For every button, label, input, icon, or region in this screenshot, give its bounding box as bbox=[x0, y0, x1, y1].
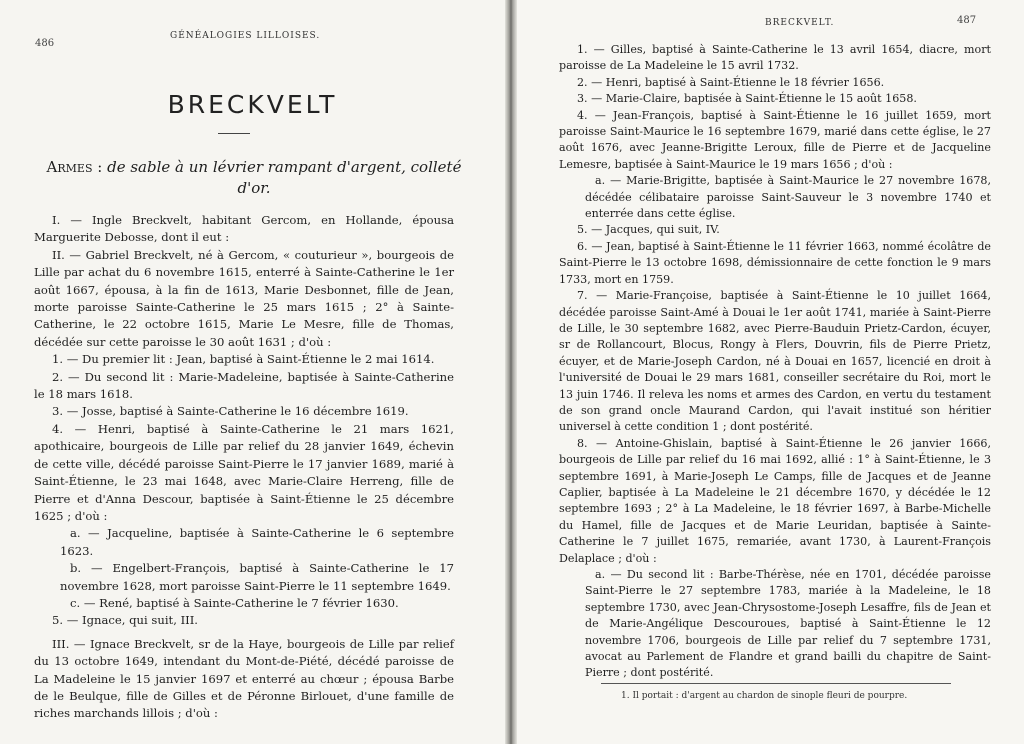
armes-label: Armes : bbox=[46, 158, 103, 176]
paragraph: 3. — Josse, baptisé à Sainte-Catherine le 16 décembre 1619. bbox=[52, 404, 409, 419]
paragraph: 8. — Antoine-Ghislain, baptisé à Saint-Étienne le 26 janvier 1666, bourgeois de Lille par relief du 16 mai 1692, allié : 1° à Saint-Étienne, le 3 septembre 1691, à Marie-Joseph Le Camps, fille de Jacques et de Jeanne Caplier, baptisée à La Madeleine le 21 décembre 1670, y décédée le 12 septembre 1693 ; 2° à La Madeleine, le 18 février 1697, à Barbe-Michelle du Hamel, fille de Jacques et de Marie Leuridan, baptisée à Sainte-Catherine le 7 juillet 1675, remariée, avant 1730, à Laurent-François Delaplace ; d'où : bbox=[559, 436, 991, 565]
paragraph: 1. — Gilles, baptisé à Sainte-Catherine le 13 avril 1654, diacre, mort paroisse de La Madeleine le 15 avril 1732. bbox=[559, 43, 991, 73]
left-body-text bbox=[34, 212, 454, 723]
right-body-text bbox=[559, 42, 991, 682]
running-head-left: GÉNÉALOGIES LILLOISES. bbox=[170, 31, 321, 41]
left-page bbox=[0, 0, 505, 744]
title-rule bbox=[218, 133, 250, 134]
paragraph: 4. — Jean-François, baptisé à Saint-Étienne le 16 juillet 1659, mort paroisse Saint-Maurice le 16 septembre 1679, marié dans cette église, le 27 août 1676, avec Jeanne-Brigitte Leroux, fille de Pierre et de Jacqueline Lemesre, baptisée à Saint-Maurice le 19 mars 1656 ; d'où : bbox=[559, 108, 991, 171]
footnote-rule bbox=[601, 683, 951, 684]
sub-paragraph: a. — Marie-Brigitte, baptisée à Saint-Maurice le 27 novembre 1678, décédée célibataire paroisse Saint-Sauveur le 3 novembre 1740 et enterrée dans cette église. bbox=[585, 174, 991, 221]
page-number-right: 487 bbox=[957, 15, 977, 26]
paragraph: II. — Gabriel Breckvelt, né à Gercom, « couturieur », bourgeois de Lille par achat du 6 novembre 1615, enterré à Sainte-Catherine le 1er août 1667, épousa, à la fin de 1613, Marie Desbonnet, fille de Jean, morte paroisse Sainte-Catherine le 25 mars 1615 ; 2° à Sainte-Catherine, le 22 octobre 1615, Marie Le Mesre, fille de Thomas, décédée sur cette paroisse le 30 août 1631 ; d'où : bbox=[34, 247, 454, 349]
page-number-left: 486 bbox=[35, 38, 55, 49]
sub-paragraph: a. — Jacqueline, baptisée à Sainte-Catherine le 6 septembre 1623. bbox=[60, 526, 454, 558]
sub-paragraph: b. — Engelbert-François, baptisé à Sainte-Catherine le 17 novembre 1628, mort paroisse Saint-Pierre le 11 septembre 1649. bbox=[60, 561, 454, 593]
paragraph: 2. — Henri, baptisé à Saint-Étienne le 18 février 1656. bbox=[577, 75, 885, 89]
paragraph: 4. — Henri, baptisé à Sainte-Catherine le 21 mars 1621, apothicaire, bourgeois de Lille par relief du 28 janvier 1649, échevin de cette ville, décédé paroisse Saint-Pierre le 17 janvier 1689, marié à Saint-Étienne, le 23 mai 1648, avec Marie-Claire Herreng, fille de Pierre et d'Anna Descour, baptisée à Saint-Étienne le 25 décembre 1625 ; d'où : bbox=[34, 421, 454, 523]
footnote: 1. Il portait : d'argent au chardon de sinople fleuri de pourpre. bbox=[621, 691, 908, 701]
paragraph: III. — Ignace Breckvelt, sr de la Haye, bourgeois de Lille par relief du 13 octobre 1649, intendant du Mont-de-Piété, décédé paroisse de La Madeleine le 15 janvier 1697 et enterré au chœur ; épousa Barbe de le Beulque, fille de Gilles et de Péronne Birlouet, d'une famille de riches marchands lillois ; d'où : bbox=[34, 636, 454, 721]
running-head-right: BRECKVELT. bbox=[765, 18, 835, 28]
paragraph: I. — Ingle Breckvelt, habitant Gercom, en Hollande, épousa Marguerite Debosse, dont il eut : bbox=[34, 213, 454, 245]
coat-of-arms bbox=[44, 157, 464, 199]
book-gutter bbox=[505, 0, 517, 744]
paragraph: 2. — Du second lit : Marie-Madeleine, baptisée à Sainte-Catherine le 18 mars 1618. bbox=[34, 369, 454, 402]
paragraph: 6. — Jean, baptisé à Saint-Étienne le 11 février 1663, nommé écolâtre de Saint-Pierre le 13 octobre 1698, démissionnaire de cette fonction le 9 mars 1733, mort en 1759. bbox=[559, 239, 991, 286]
sub-paragraph: c. — René, baptisé à Sainte-Catherine le 7 février 1630. bbox=[70, 595, 399, 610]
paragraph: 7. — Marie-Françoise, baptisée à Saint-Étienne le 10 juillet 1664, décédée paroisse Saint-Amé à Douai le 1er août 1741, mariée à Saint-Pierre de Lille, le 30 septembre 1682, avec Pierre-Bauduin Prietz-Cardon, écuyer, sr de Rollancourt, Blocus, Rongy à Flers, Douvrin, fils de Pierre Prietz, écuyer, et de Marie-Joseph Cardon, né à Douai en 1657, licencié en droit à l'université de Douai le 29 mars 1681, conseiller secrétaire du Roi, mort le 13 juin 1746. Il releva les noms et armes des Cardon, en vertu du testament de son grand oncle Maurand Cardon, qui l'avait institué son héritier universel à cette condition 1 ; dont postérité. bbox=[559, 289, 991, 434]
paragraph: 5. — Ignace, qui suit, III. bbox=[52, 613, 198, 628]
family-title: BRECKVELT bbox=[167, 90, 338, 119]
right-page bbox=[517, 0, 1024, 744]
paragraph: 1. — Du premier lit : Jean, baptisé à Saint-Étienne le 2 mai 1614. bbox=[52, 352, 435, 367]
sub-paragraph: a. — Du second lit : Barbe-Thérèse, née en 1701, décédée paroisse Saint-Pierre le 27 septembre 1783, mariée à la Madeleine, le 18 septembre 1730, avec Jean-Chrysostome-Joseph Lesaffre, fils de Jean et de Marie-Angélique Descouroues, baptisé à Saint-Étienne le 12 novembre 1706, bourgeois de Lille par relief du 7 septembre 1731, avocat au Parlement de Flandre et grand bailli du chapitre de Saint-Pierre ; dont postérité. bbox=[585, 568, 991, 680]
armes-text: de sable à un lévrier rampant d'argent, colleté d'or. bbox=[107, 158, 462, 197]
paragraph: 3. — Marie-Claire, baptisée à Saint-Étienne le 15 août 1658. bbox=[577, 92, 917, 106]
paragraph: 5. — Jacques, qui suit, IV. bbox=[577, 223, 720, 237]
